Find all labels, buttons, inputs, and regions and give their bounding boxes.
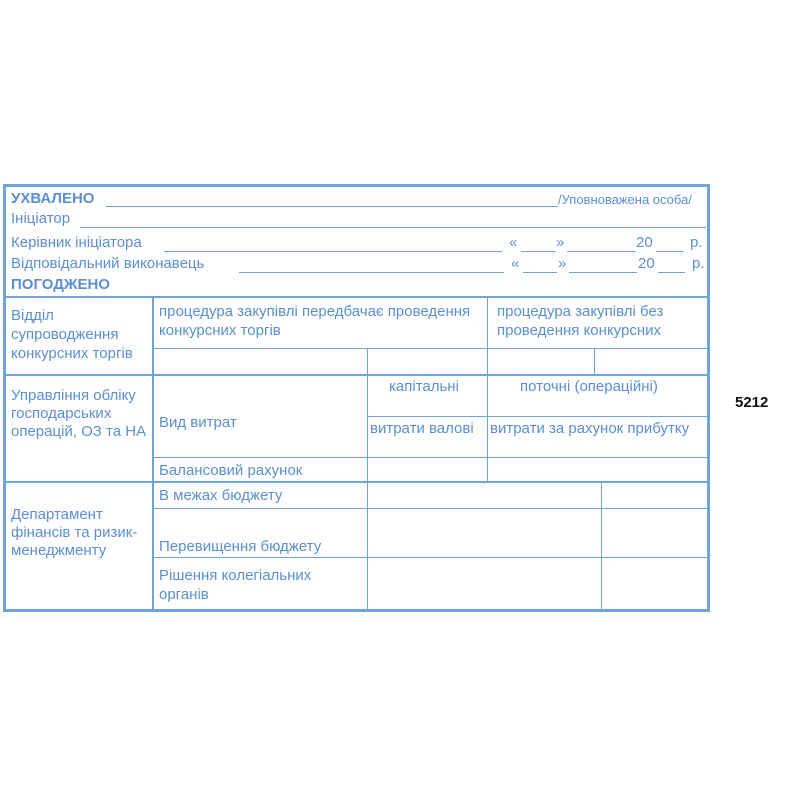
collegial-decision-label: Рішення колегіальних органів xyxy=(159,567,312,603)
accounting-department-label: Управління обліку господарських операцій, ОЗ та НА xyxy=(11,387,147,440)
year-suffix-2: р. xyxy=(692,255,705,272)
grid-line xyxy=(367,374,368,481)
year-prefix: 20 xyxy=(636,234,653,251)
grid-line xyxy=(6,374,707,376)
grid-line xyxy=(367,348,368,374)
approved-signature-line[interactable] xyxy=(106,206,558,207)
year-line-2[interactable] xyxy=(658,272,685,273)
product-code: 5212 xyxy=(735,394,769,411)
expense-type-label: Вид витрат xyxy=(159,414,237,431)
with-tender-label: процедура закупівлі передбачає проведення конкурсних торгів xyxy=(159,303,471,339)
tender-department-label: Відділ супроводження конкурсних торгів xyxy=(11,307,133,362)
quote-open-2: « xyxy=(511,255,520,272)
over-budget-label: Перевищення бюджету xyxy=(159,538,322,555)
day-line-2[interactable] xyxy=(523,272,557,273)
capital-label: капітальні xyxy=(389,378,459,395)
grid-line xyxy=(594,348,595,374)
current-label: поточні (операційні) xyxy=(520,378,658,395)
year-prefix-2: 20 xyxy=(638,255,655,272)
profit-expenses-label: витрати за рахунок прибутку xyxy=(490,420,690,437)
grid-line xyxy=(367,416,707,417)
quote-close-2: » xyxy=(558,255,567,272)
responsible-executor-label: Відповідальний виконавець xyxy=(11,255,205,272)
balance-account-label: Балансовий рахунок xyxy=(159,462,303,479)
initiator-head-line[interactable] xyxy=(164,251,502,252)
without-tender-label: процедура закупівлі без проведення конкурсних xyxy=(497,303,664,339)
grid-line xyxy=(154,457,707,458)
grid-line xyxy=(487,374,488,481)
grid-line xyxy=(6,296,707,298)
grid-line xyxy=(154,557,707,558)
month-line[interactable] xyxy=(567,251,635,252)
day-line[interactable] xyxy=(521,251,555,252)
within-budget-label: В межах бюджету xyxy=(159,487,283,504)
year-suffix: р. xyxy=(690,234,703,251)
month-line-2[interactable] xyxy=(569,272,637,273)
grid-line xyxy=(487,296,488,374)
gross-expenses-label: витрати валові xyxy=(370,420,474,437)
approved-title: УХВАЛЕНО xyxy=(11,190,95,207)
grid-line xyxy=(601,481,602,612)
approval-stamp xyxy=(3,184,710,612)
initiator-label: Ініціатор xyxy=(11,210,71,227)
quote-open: « xyxy=(509,234,518,251)
initiator-line[interactable] xyxy=(80,227,706,228)
year-line[interactable] xyxy=(656,251,683,252)
grid-line xyxy=(154,508,707,509)
agreed-title: ПОГОДЖЕНО xyxy=(11,276,110,293)
grid-line xyxy=(154,348,707,349)
grid-line xyxy=(152,296,154,612)
grid-line xyxy=(367,481,368,612)
initiator-head-label: Керівник ініціатора xyxy=(11,234,142,251)
responsible-executor-line[interactable] xyxy=(239,272,504,273)
finance-department-label: Департамент фінансів та ризик-менеджменту xyxy=(11,506,138,559)
authorized-person-label: /Уповноважена особа/ xyxy=(558,192,692,207)
quote-close: » xyxy=(556,234,565,251)
